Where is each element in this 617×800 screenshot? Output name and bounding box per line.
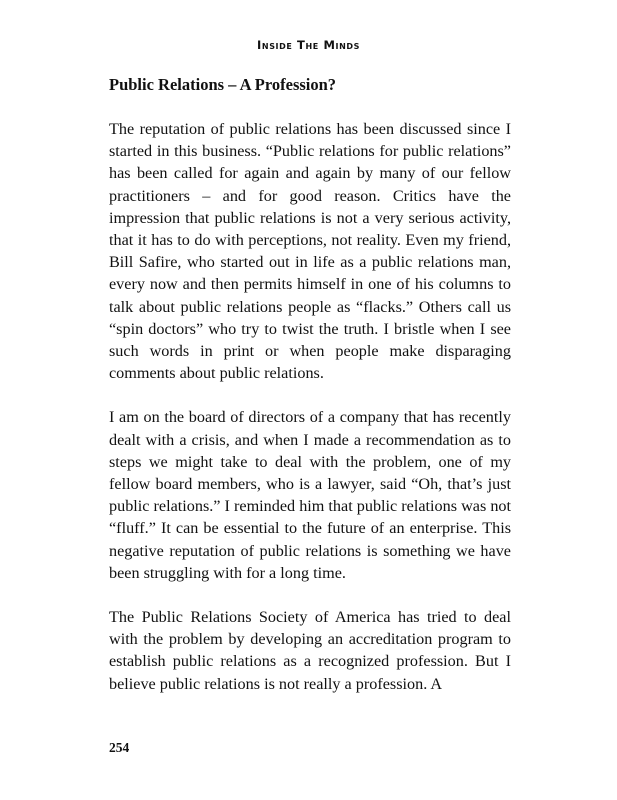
section-title: Public Relations – A Profession?	[109, 75, 337, 94]
running-head: Inside The Minds	[257, 38, 360, 52]
page-number: 254	[109, 740, 130, 755]
paragraph-2: I am on the board of directors of a company that has recently dealt with a crisis, and when I made a recommendation as to steps we might take to deal with the problem, one of my fellow board members, who is a lawyer, said “Oh, that’s just public relations.” I reminded him that public relations was not “fluff.” It can be essential to the future of an enterprise. This negative reputation of public relations is something we have been struggling with for a long time.	[109, 408, 511, 582]
paragraph-1: The reputation of public relations has been discussed since I started in this business. “Public relations for public relations” has been called for again and again by many of our fellow practitioners – and for good reason. Critics have the impression that public relations is not a very serious activity, that it has to do with perceptions, not reality. Even my friend, Bill Safire, who started out in life as a public relations man, every now and then permits himself in one of his columns to talk about public relations people as “flacks.” Others call us “spin doctors” who try to twist the truth. I bristle when I see such words in print or when people make disparaging comments about public relations.	[109, 120, 511, 383]
page-content	[109, 74, 511, 695]
paragraph-3: The Public Relations Society of America has tried to deal with the problem by developing an accreditation program to establish public relations as a recognized profession. But I believe public relations is not really a profession. A	[109, 608, 511, 693]
